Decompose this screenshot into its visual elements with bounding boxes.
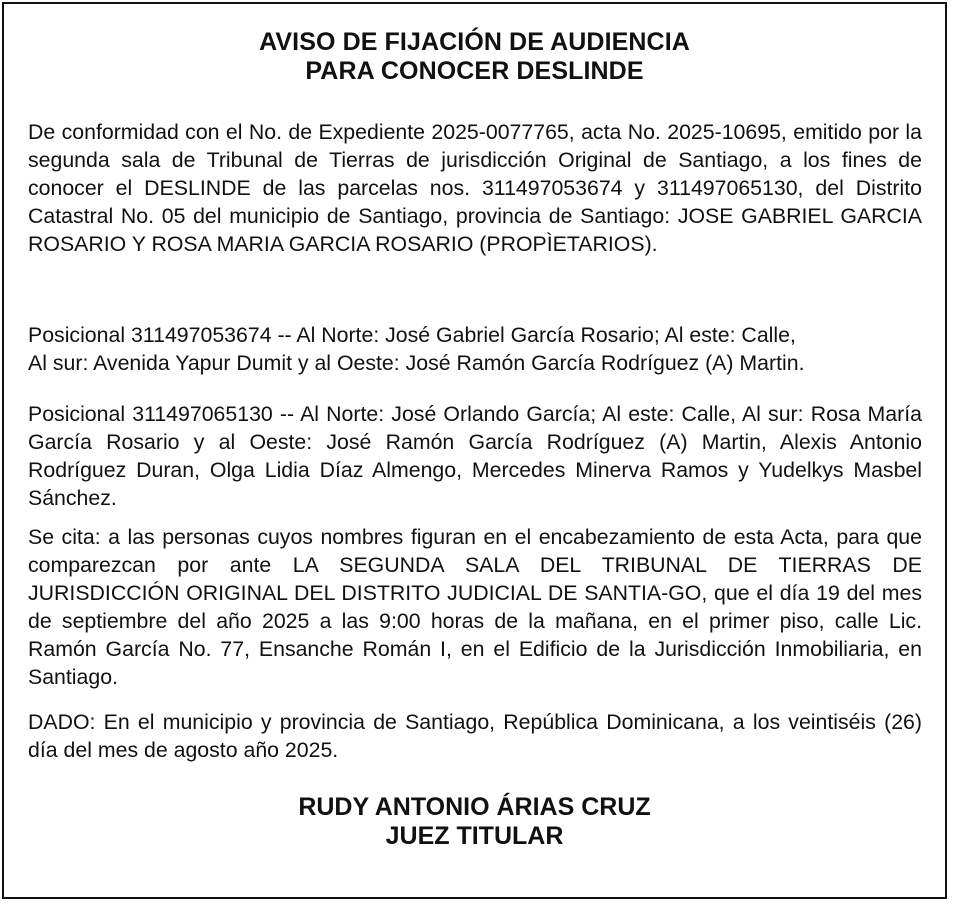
dado-paragraph: DADO: En el municipio y provincia de Santiago, República Dominicana, a los veintiséis (26) día del mes de agosto año 2025. xyxy=(28,710,922,762)
posicional-1-line-1: Posicional 311497053674 -- Al Norte: José Gabriel García Rosario; Al este: Calle, xyxy=(28,323,796,347)
posicional-1-paragraph xyxy=(28,321,922,377)
notice-title xyxy=(4,28,945,86)
posicional-2-paragraph: Posicional 311497065130 -- Al Norte: José Orlando García; Al este: Calle, Al sur: Rosa María García Rosario y al Oeste: José Ramón García Rodríguez (A) Martin, Alexis Antonio Rodríguez Duran, Olga Lidia Díaz Almengo, Mercedes Minerva Ramos y Yudelkys Masbel Sánchez. xyxy=(28,402,922,510)
notice-title-line-2: PARA CONOCER DESLINDE xyxy=(305,57,644,85)
posicional-1-line-2: Al sur: Avenida Yapur Dumit y al Oeste: José Ramón García Rodríguez (A) Martin. xyxy=(28,351,805,375)
expediente-paragraph: De conformidad con el No. de Expediente 2025-0077765, acta No. 2025-10695, emitido por la segunda sala de Tribunal de Tierras de jurisdicción Original de Santiago, a los fines de conocer el DESLINDE de las parcelas nos. 311497053674 y 311497065130, del Distrito Catastral No. 05 del municipio de Santiago, provincia de Santiago: JOSE GABRIEL GARCIA ROSARIO Y ROSA MARIA GARCIA ROSARIO (PROPÌETARIOS). xyxy=(28,120,922,256)
signer-title: JUEZ TITULAR xyxy=(385,822,564,850)
signature-block xyxy=(4,793,945,851)
legal-notice xyxy=(2,2,947,899)
signer-name: RUDY ANTONIO ÁRIAS CRUZ xyxy=(298,793,651,821)
citation-paragraph: Se cita: a las personas cuyos nombres figuran en el encabezamiento de esta Acta, para que comparezcan por ante LA SEGUNDA SALA DEL TRIBUNAL DE TIERRAS DE JURISDICCIÓN ORIGINAL DEL DISTRITO JUDICIAL DE SANTIA-GO, que el día 19 del mes de septiembre del año 2025 a las 9:00 horas de la mañana, en el primer piso, calle Lic. Ramón García No. 77, Ensanche Román I, en el Edificio de la Jurisdicción Inmobiliaria, en Santiago. xyxy=(28,525,922,689)
notice-title-line-1: AVISO DE FIJACIÓN DE AUDIENCIA xyxy=(259,28,690,56)
